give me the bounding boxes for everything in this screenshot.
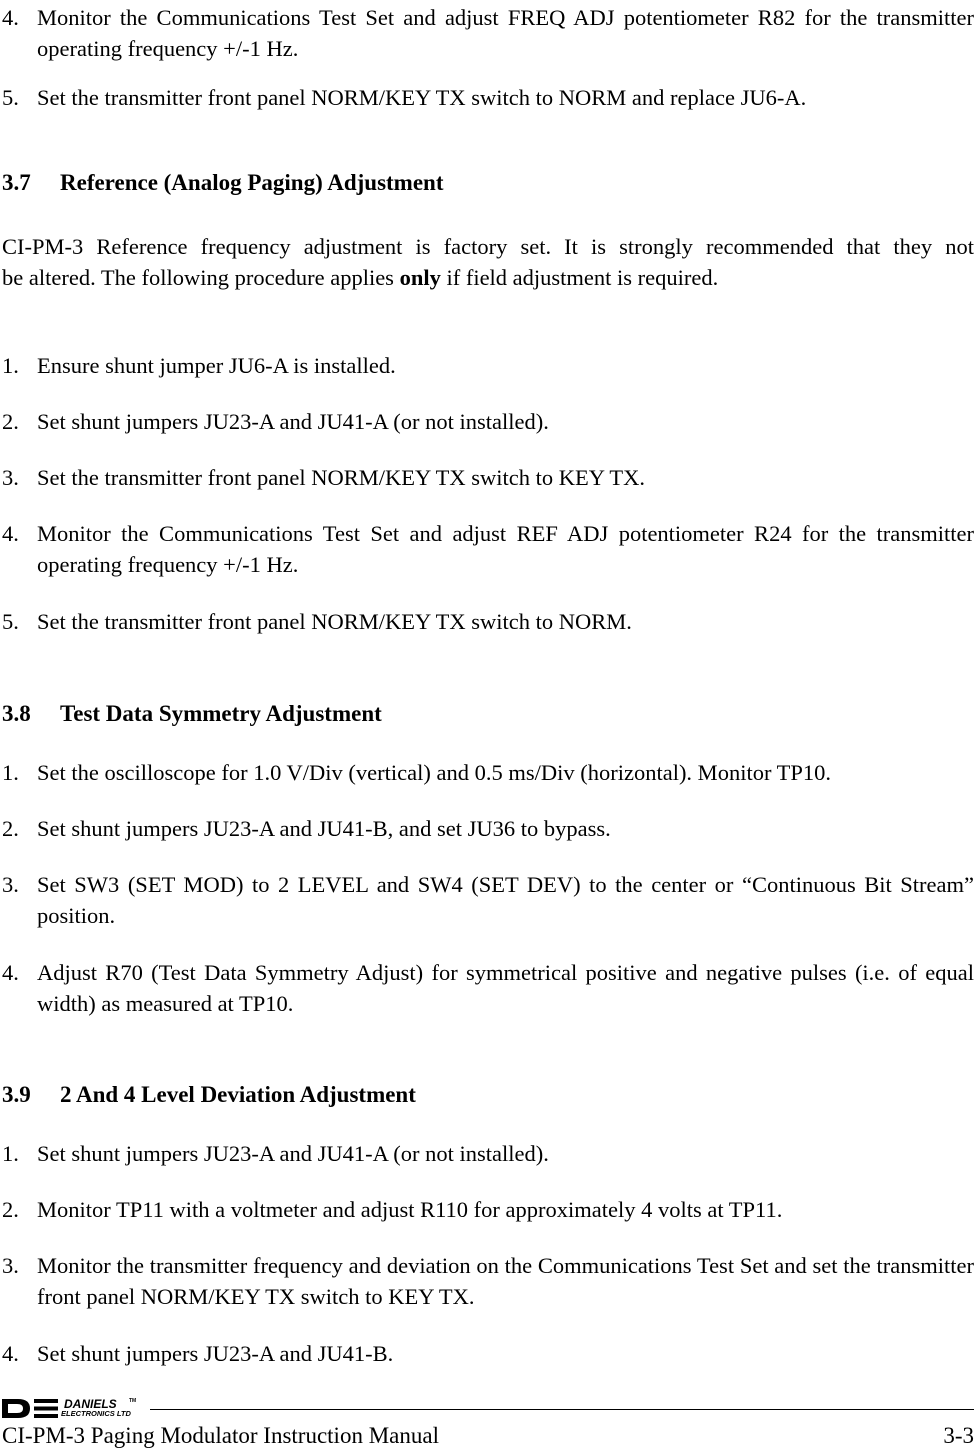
list-item bbox=[0, 757, 974, 788]
paragraph-text: be altered. The following procedure applies bbox=[2, 265, 400, 290]
section-title: Reference (Analog Paging) Adjustment bbox=[60, 170, 444, 195]
section-number: 3.8 bbox=[2, 701, 31, 726]
item-number: 5. bbox=[2, 85, 19, 110]
section-title: Test Data Symmetry Adjustment bbox=[60, 701, 382, 726]
logo-subtitle: ELECTRONICS LTD bbox=[61, 1409, 131, 1418]
item-number: 4. bbox=[2, 5, 19, 30]
item-number: 4. bbox=[2, 521, 19, 546]
footer-rule bbox=[150, 1409, 974, 1410]
logo-trademark: TM bbox=[129, 1398, 137, 1404]
logo-name: DANIELS bbox=[64, 1397, 117, 1411]
list-item bbox=[0, 82, 974, 113]
item-number: 2. bbox=[2, 816, 19, 841]
list-item bbox=[0, 462, 974, 493]
item-text: Set the transmitter front panel NORM/KEY TX switch to NORM and replace JU6-A. bbox=[37, 85, 807, 110]
item-text: Set the transmitter front panel NORM/KEY TX switch to NORM. bbox=[37, 609, 632, 634]
section-number: 3.7 bbox=[2, 170, 31, 195]
item-text: Ensure shunt jumper JU6-A is installed. bbox=[37, 353, 396, 378]
paragraph-line bbox=[2, 262, 974, 293]
paragraph-emphasis: only bbox=[399, 265, 441, 290]
footer-title: CI-PM-3 Paging Modulator Instruction Manual bbox=[2, 1423, 439, 1448]
item-number: 3. bbox=[2, 465, 19, 490]
daniels-logo bbox=[2, 1395, 152, 1421]
item-number: 2. bbox=[2, 409, 19, 434]
item-number: 4. bbox=[2, 1341, 19, 1366]
paragraph-text: if field adjustment is required. bbox=[440, 265, 719, 290]
item-number: 1. bbox=[2, 353, 19, 378]
list-item bbox=[0, 350, 974, 381]
item-text: Set the oscilloscope for 1.0 V/Div (vertical) and 0.5 ms/Div (horizontal). Monitor TP10. bbox=[37, 760, 832, 785]
list-item bbox=[0, 518, 974, 580]
item-text: Set shunt jumpers JU23-A and JU41-B, and set JU36 to bypass. bbox=[37, 816, 611, 841]
item-text: Set shunt jumpers JU23-A and JU41-A (or not installed). bbox=[37, 1141, 549, 1166]
page-number: 3-3 bbox=[943, 1423, 974, 1448]
item-text: Adjust R70 (Test Data Symmetry Adjust) for symmetrical positive and negative pulses (i.e. of equal width) as measured at TP10. bbox=[37, 960, 974, 1016]
item-number: 2. bbox=[2, 1197, 19, 1222]
item-text: Set SW3 (SET MOD) to 2 LEVEL and SW4 (SET DEV) to the center or “Continuous Bit Stream” position. bbox=[37, 872, 974, 928]
item-number: 1. bbox=[2, 760, 19, 785]
item-number: 4. bbox=[2, 960, 19, 985]
item-text: Set shunt jumpers JU23-A and JU41-B. bbox=[37, 1341, 394, 1366]
section-number: 3.9 bbox=[2, 1082, 31, 1107]
paragraph-line: CI-PM-3 Reference frequency adjustment is factory set. It is strongly recommended that they not bbox=[2, 234, 974, 259]
item-text: Monitor TP11 with a voltmeter and adjust R110 for approximately 4 volts at TP11. bbox=[37, 1197, 783, 1222]
item-number: 1. bbox=[2, 1141, 19, 1166]
list-item bbox=[0, 606, 974, 637]
list-item bbox=[0, 1138, 974, 1169]
list-item bbox=[0, 1338, 974, 1369]
section-title: 2 And 4 Level Deviation Adjustment bbox=[60, 1082, 416, 1107]
item-number: 5. bbox=[2, 609, 19, 634]
item-text: Monitor the transmitter frequency and deviation on the Communications Test Set and set the transmitter front panel NORM/KEY TX switch to KEY TX. bbox=[37, 1253, 974, 1309]
section-heading-3-8 bbox=[2, 701, 382, 727]
list-item bbox=[0, 1194, 974, 1225]
list-item bbox=[0, 406, 974, 437]
item-text: Set shunt jumpers JU23-A and JU41-A (or not installed). bbox=[37, 409, 549, 434]
list-item bbox=[0, 957, 974, 1019]
item-number: 3. bbox=[2, 1253, 19, 1278]
section-paragraph bbox=[2, 231, 974, 293]
item-text: Monitor the Communications Test Set and adjust REF ADJ potentiometer R24 for the transmitter operating frequency +/-1 Hz. bbox=[37, 521, 974, 577]
list-item bbox=[0, 2, 974, 64]
section-heading-3-7 bbox=[2, 170, 444, 196]
item-number: 3. bbox=[2, 872, 19, 897]
item-text: Set the transmitter front panel NORM/KEY TX switch to KEY TX. bbox=[37, 465, 646, 490]
item-text: Monitor the Communications Test Set and adjust FREQ ADJ potentiometer R82 for the transmitter operating frequency +/-1 Hz. bbox=[37, 5, 974, 61]
section-heading-3-9 bbox=[2, 1082, 416, 1108]
list-item bbox=[0, 869, 974, 931]
list-item bbox=[0, 813, 974, 844]
list-item bbox=[0, 1250, 974, 1312]
